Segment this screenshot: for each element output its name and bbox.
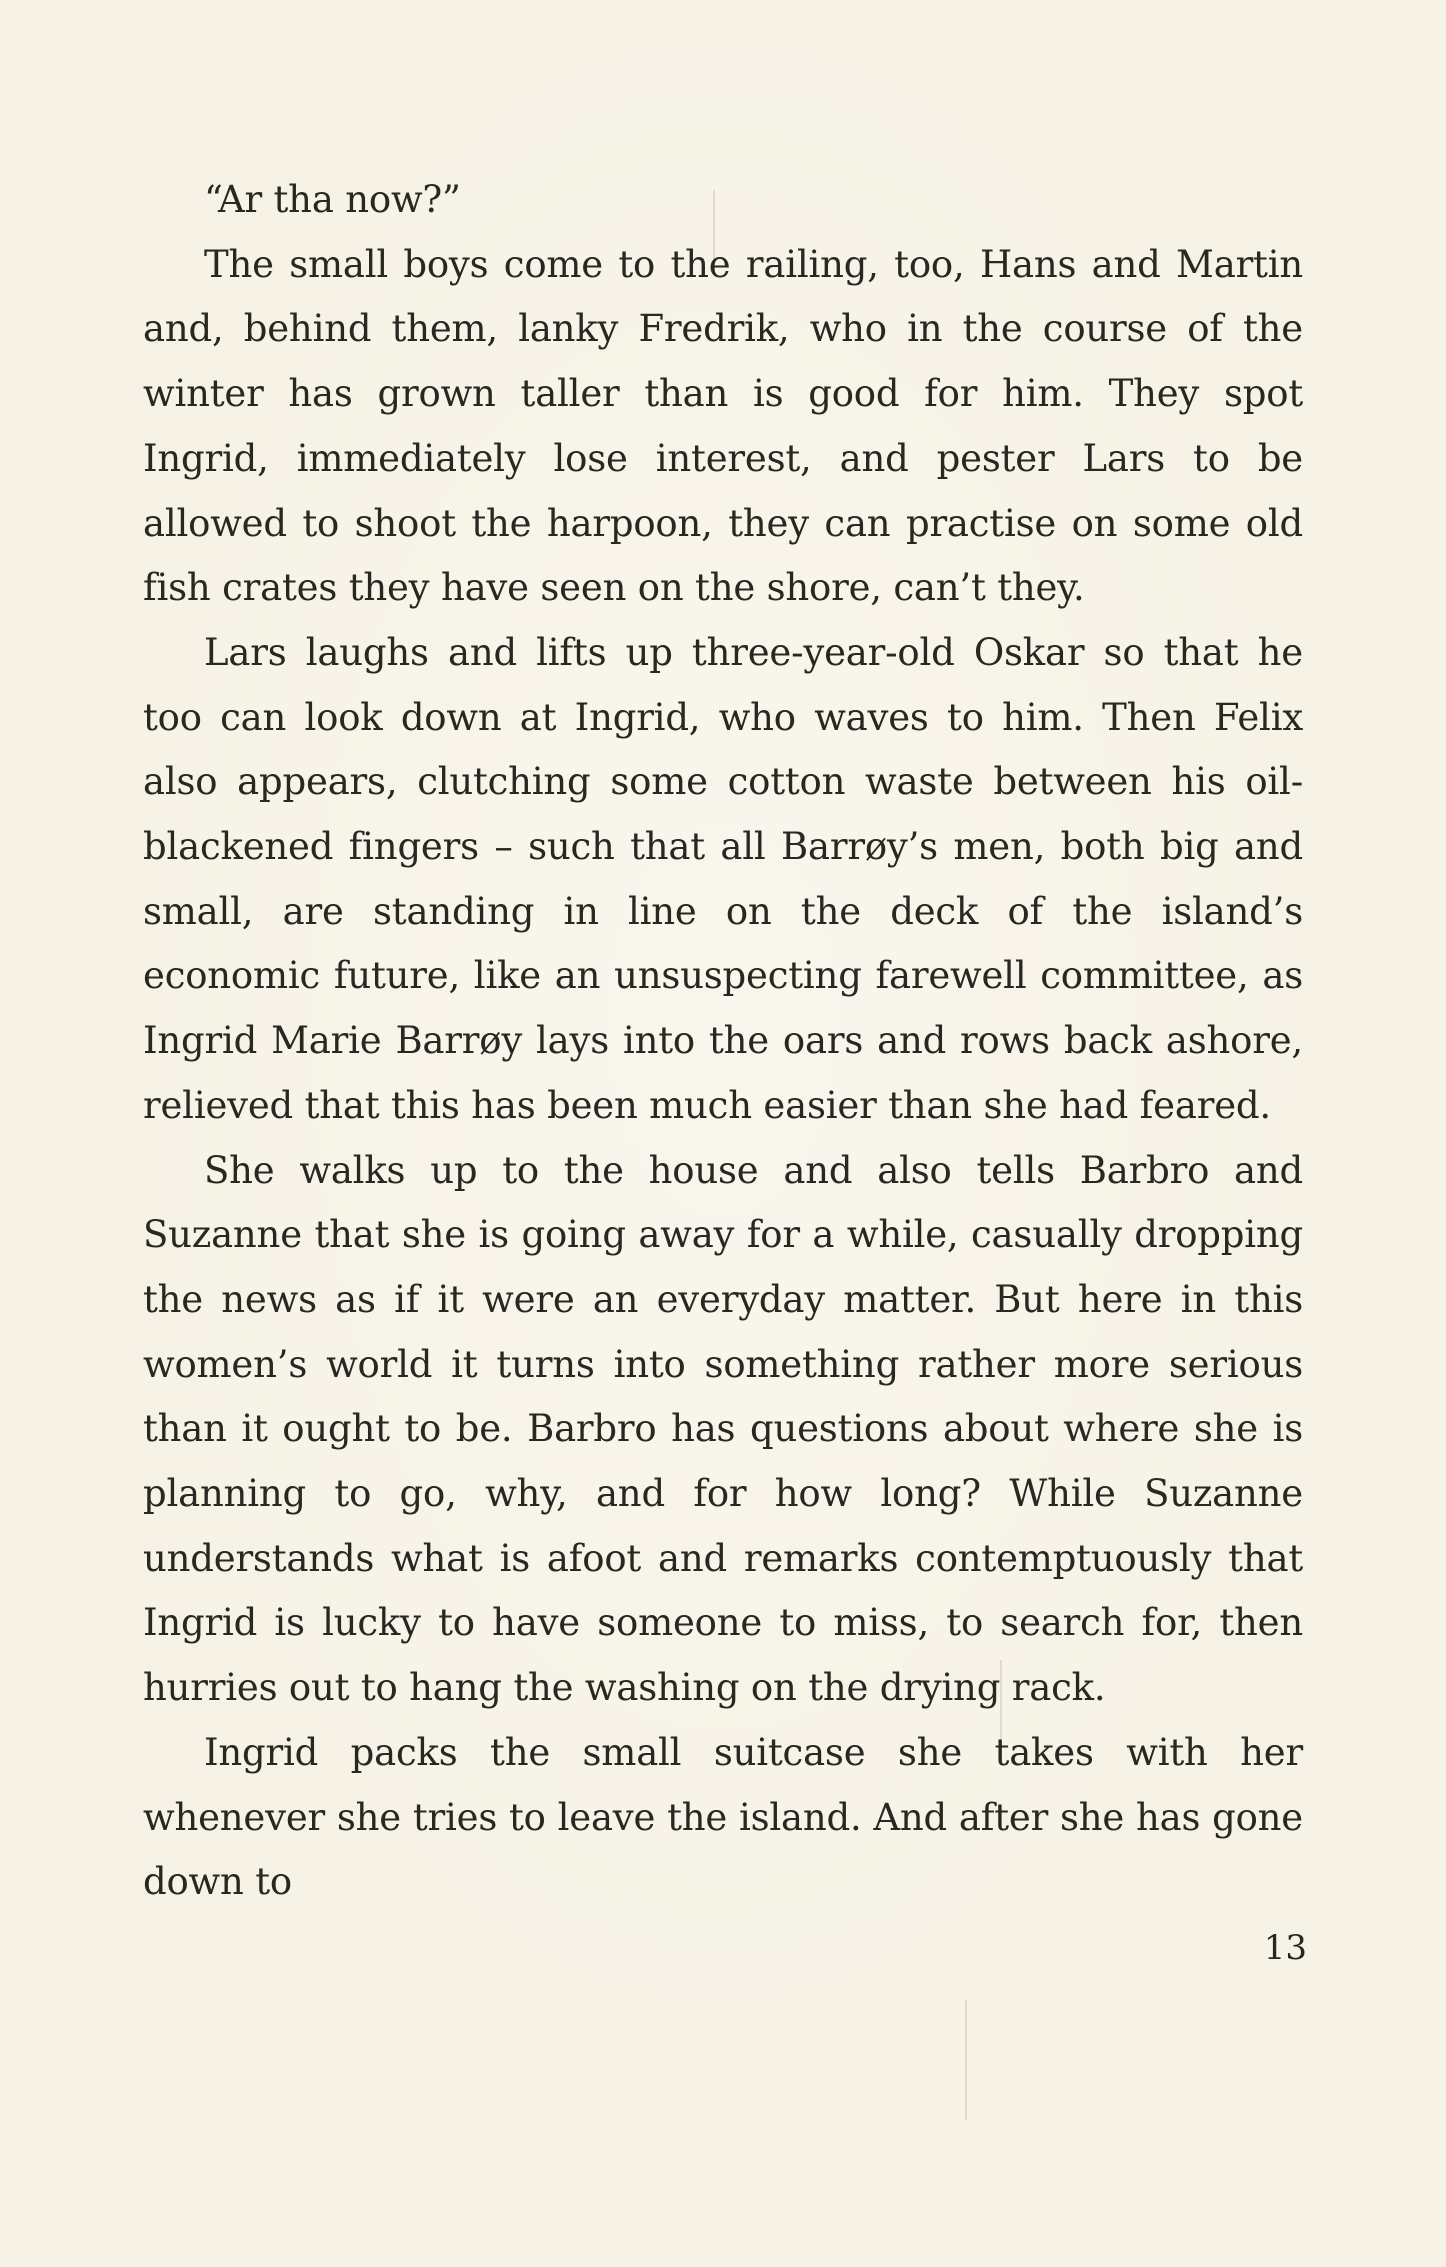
body-text <box>143 168 1303 1915</box>
paper-fold-mark <box>965 2000 967 2120</box>
paragraph: She walks up to the house and also tells Barbro and Suzanne that she is going away for a while, casually dropping the news as if it were an everyday matter. But here in this women’s world it turns into something rather more serious than it ought to be. Barbro has questions about where she is planning to go, why, and for how long? While Suzanne understands what is afoot and remarks contemptuously that Ingrid is lucky to have someone to miss, to search for, then hurries out to hang the washing on the drying rack. <box>143 1148 1303 1710</box>
page-number: 13 <box>1263 1928 1307 1968</box>
paragraph: Ingrid packs the small suitcase she takes with her whenever she tries to leave the island. And after she has gone down to <box>143 1730 1303 1904</box>
paragraph: The small boys come to the railing, too, Hans and Martin and, behind them, lanky Fredrik, who in the course of the winter has grown taller than is good for him. They spot Ingrid, immediately lose interest, and pester Lars to be allowed to shoot the harpoon, they can practise on some old fish crates they have seen on the shore, can’t they. <box>143 242 1303 610</box>
paragraph: Lars laughs and lifts up three-year-old Oskar so that he too can look down at Ingrid, who waves to him. Then Felix also appears, clutching some cotton waste between his oil-blackened fingers – such that all Barrøy’s men, both big and small, are standing in line on the deck of the island’s economic future, like an unsuspecting farewell committee, as Ingrid Marie Barrøy lays into the oars and rows back ashore, relieved that this has been much easier than she had feared. <box>143 630 1303 1127</box>
paragraph: “Ar tha now?” <box>204 178 461 221</box>
